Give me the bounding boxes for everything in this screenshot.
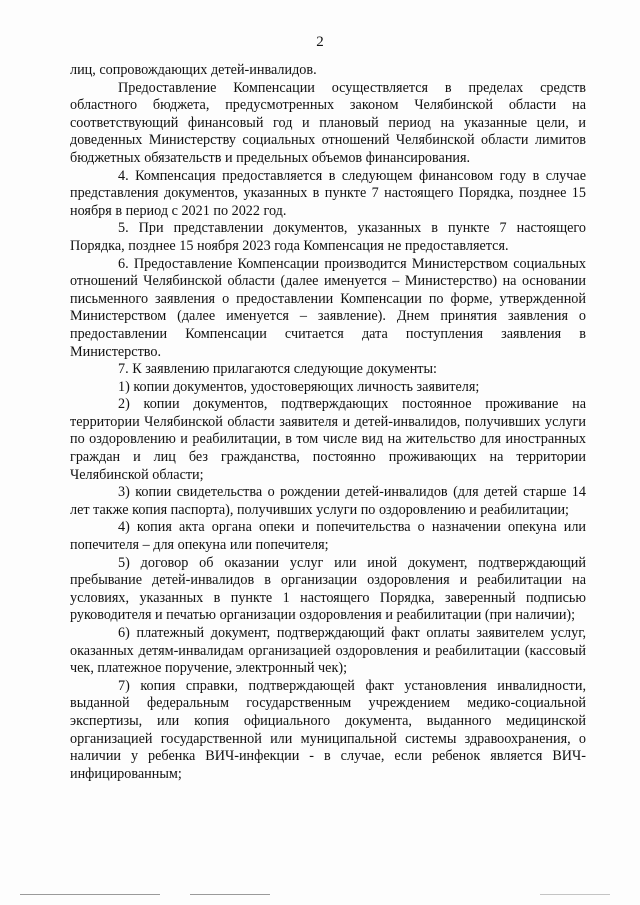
paragraph-funding: Предоставление Компенсации осуществляется в пределах средств областного бюджета, предусмотренных законом Челябинской области на соответствующий финансовый год и плановый период на указанные цели, и доведенных Министерству социальных отношений Челябинской области лимитов бюджетных обязательств и предельных объемов финансирования. [70,79,586,166]
document-body [70,62,586,783]
list-item-1: 1) копии документов, удостоверяющих личность заявителя; [118,378,480,395]
paragraph-continuation: лиц, сопровождающих детей-инвалидов. [70,62,317,78]
paragraph-item-4: 4. Компенсация предоставляется в следующем финансовом году в случае представления документов, указанных в пункте 7 настоящего Порядка, позднее 15 ноября в период с 2021 по 2022 год. [70,167,586,219]
list-item-6: 6) платежный документ, подтверждающий факт оплаты заявителем услуг, оказанных детям-инвалидам организацией оздоровления и реабилитации (кассовый чек, платежное поручение, электронный чек); [70,625,586,677]
list-item-4: 4) копия акта органа опеки и попечительства о назначении опекуна или попечителя – для опекуна или попечителя; [70,519,586,554]
page-number: 2 [316,34,324,50]
list-item-2: 2) копии документов, подтверждающих постоянное проживание на территории Челябинской области заявителя и детей-инвалидов, получивших услуги по оздоровлению и реабилитации, в том числе вид на жительство для иностранных граждан и лиц без гражданства, постоянно проживающих на территории Челябинской области; [70,396,586,483]
paragraph-item-5: 5. При представлении документов, указанных в пункте 7 настоящего Порядка, позднее 15 ноября 2023 года Компенсация не предоставляется. [70,220,586,254]
footer-scan-line [20,894,160,895]
footer-scan-line [190,894,270,895]
footer-scan-line [540,894,610,895]
list-item-5: 5) договор об оказании услуг или иной документ, подтверждающий пребывание детей-инвалидов в организации оздоровления и реабилитации на условиях, указанных в пункте 1 настоящего Порядка, заверенный подписью руководителя и печатью организации оздоровления и реабилитации (при наличии); [70,554,586,624]
paragraph-item-6: 6. Предоставление Компенсации производится Министерством социальных отношений Челябинской области (далее именуется – Министерство) на основании письменного заявления о предоставлении Компенсации по форме, утвержденной Министерством (далее именуется – заявление). Днем принятия заявления о предоставлении Компенсации считается дата поступления заявления в Министерство. [70,255,586,360]
list-item-7: 7) копия справки, подтверждающей факт установления инвалидности, выданной федеральным государственным учреждением медико-социальной экспертизы, или копия официального документа, выданного медицинской организацией государственной или муниципальной системы здравоохранения, о наличии у ребенка ВИЧ-инфекции - в случае, если ребенок является ВИЧ-инфицированным; [70,677,586,782]
paragraph-item-7: 7. К заявлению прилагаются следующие документы: [118,361,437,378]
list-item-3: 3) копии свидетельства о рождении детей-инвалидов (для детей старше 14 лет также копия паспорта), получивших услуги по оздоровлению и реабилитации; [70,484,586,518]
